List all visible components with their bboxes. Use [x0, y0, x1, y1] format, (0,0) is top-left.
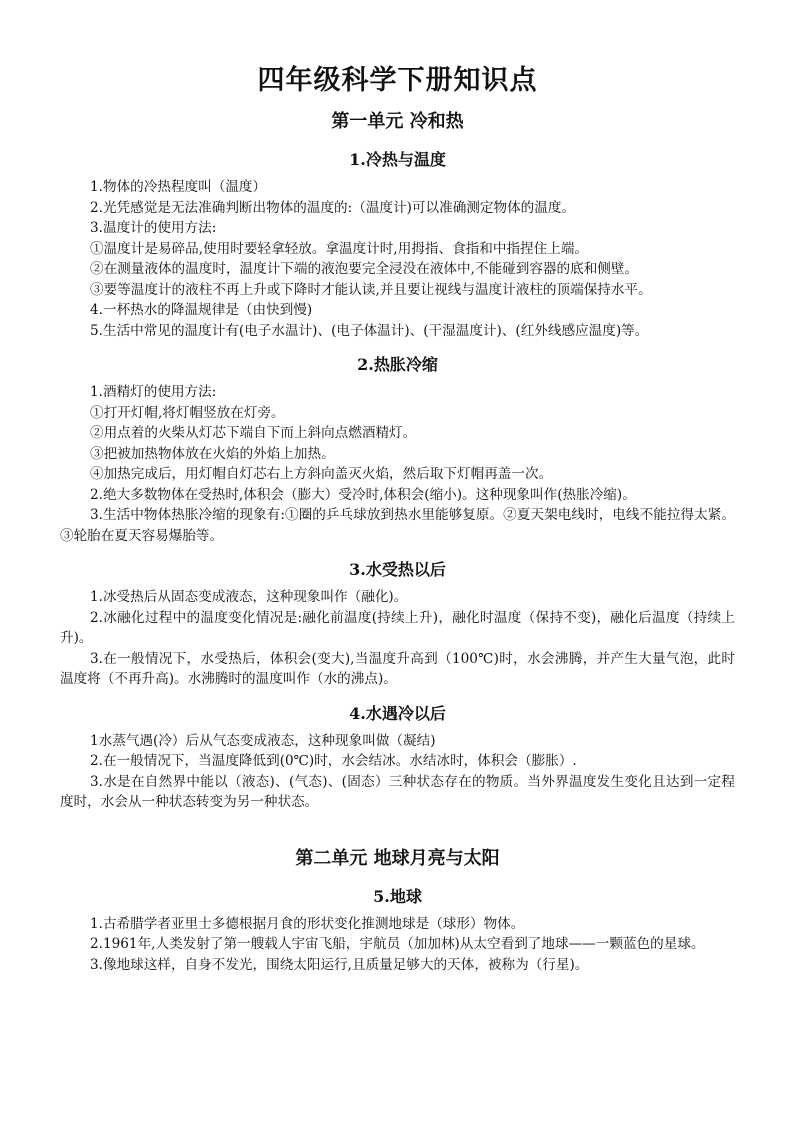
- section-title: 5.地球: [373, 886, 422, 906]
- paragraph: 1.古希腊学者亚里士多德根据月食的形状变化推测地球是（球形）物体。: [90, 915, 525, 932]
- section-title: 2.热胀冷缩: [357, 355, 438, 374]
- paragraph: 2.1961年,人类发射了第一艘载人宇宙飞船，宇航员（加加林)从太空看到了地球——一颗蓝色的星球。: [90, 936, 705, 952]
- document-title: 四年级科学下册知识点: [257, 65, 538, 96]
- paragraph: 3.在一般情况下，水受热后，体积会(变大),当温度升高到（100℃)时，水会沸腾，并产生大量气泡，此时温度将（不再升高)。水沸腾时的温度叫作（水的沸点)。: [60, 650, 735, 687]
- paragraph: 3.生活中物体热胀冷缩的现象有:①圈的乒乓球放到热水里能够复原。②夏天架电线时，电线不能拉得太紧。③轮胎在夏天容易爆胎等。: [60, 507, 735, 544]
- paragraph: ②在测量液体的温度时，温度计下端的液泡要完全浸没在液体中,不能碰到容器的底和侧壁。: [90, 261, 639, 277]
- paragraph: ①温度计是易碎品,使用时要轻拿轻放。拿温度计时,用拇指、食指和中指捏住上端。: [90, 240, 589, 257]
- section-title: 4.水遇冷以后: [349, 703, 446, 723]
- paragraph: 5.生活中常见的温度计有(电子水温计)、(电子体温计)、(干湿温度计)、(红外线感应温度)等。: [90, 322, 649, 339]
- section-title: 3.水受热以后: [349, 560, 446, 579]
- paragraph: 1水蒸气遇(冷）后从气态变成液态，这种现象叫做（凝结): [90, 732, 436, 749]
- paragraph: 2.光凭感觉是无法准确判断出物体的温度的:（温度计)可以准确测定物体的温度。: [90, 199, 576, 216]
- paragraph: 3.温度计的使用方法:: [90, 220, 217, 236]
- paragraph: 2.在一般情况下，当温度降低到(0℃)时，水会结冰。水结冰时，体积会（膨胀）.: [90, 753, 577, 769]
- paragraph: ③把被加热物体放在火焰的外焰上加热。: [90, 445, 335, 462]
- section-title: 1.冷热与温度: [349, 150, 446, 169]
- paragraph: 4.一杯热水的降温规律是（由快到慢): [90, 302, 313, 318]
- paragraph: 2.冰融化过程中的温度变化情况是:融化前温度(持续上升)，融化时温度（保持不变)，融化后温度（持续上升)。: [60, 609, 735, 646]
- unit-title: 第一单元 冷和热: [331, 111, 464, 132]
- paragraph: ①打开灯帽,将灯帽竖放在灯旁。: [90, 404, 285, 421]
- paragraph: 3.像地球这样，自身不发光，围绕太阳运行,且质量足够大的天体，被称为（行星)。: [90, 956, 589, 973]
- paragraph: 1.酒精灯的使用方法:: [90, 384, 217, 400]
- paragraph: ④加热完成后，用灯帽自灯芯右上方斜向盖灭火焰，然后取下灯帽再盖一次。: [90, 466, 553, 482]
- paragraph: 1.物体的冷热程度叫（温度）: [90, 179, 267, 195]
- unit-title: 第二单元 地球月亮与太阳: [295, 847, 500, 869]
- paragraph: ②用点着的火柴从灯芯下端自下而上斜向点燃酒精灯。: [90, 425, 417, 441]
- paragraph: ③要等温度计的液柱不再上升或下降时才能认读,并且要让视线与温度计液柱的顶端保持水平。: [90, 281, 652, 298]
- paragraph: 3.水是在自然界中能以（液态)、(气态)、(固态）三种状态存在的物质。当外界温度发生变化且达到一定程度时，水会从一种状态转变为另一种状态。: [60, 773, 735, 810]
- paragraph: 2.绝大多数物体在受热时,体积会（膨大）受冷时,体积会(缩小)。这种现象叫作(热胀冷缩)。: [90, 486, 636, 503]
- paragraph: 1.冰受热后从固态变成液态，这种现象叫作（融化)。: [90, 589, 408, 605]
